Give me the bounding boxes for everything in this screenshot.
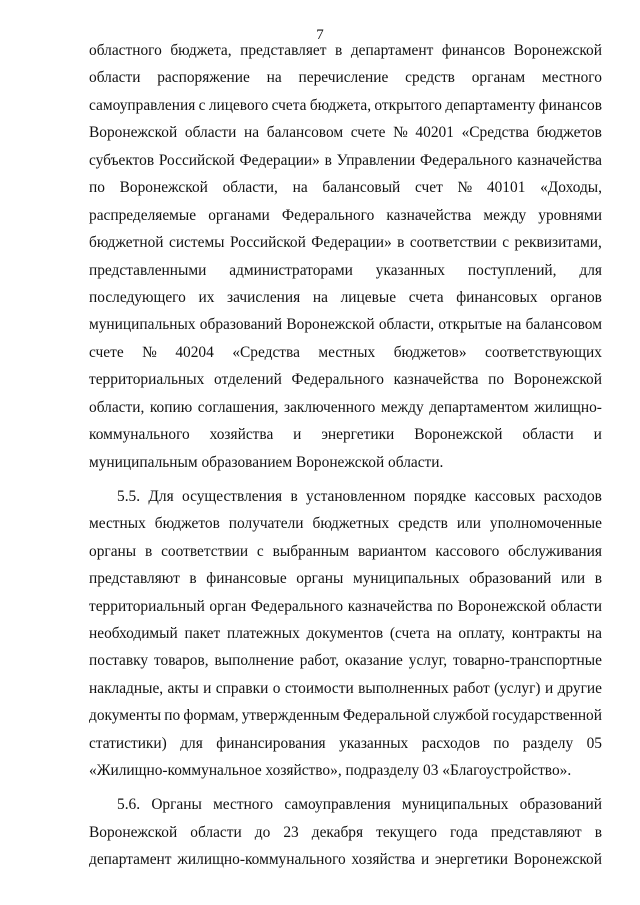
word: 40101	[486, 179, 526, 196]
text-line	[89, 621, 602, 647]
word: для	[180, 735, 203, 752]
word: счете	[350, 124, 386, 141]
word: орган	[209, 598, 247, 615]
word: службой	[432, 707, 490, 724]
word: области,	[89, 399, 145, 416]
word: Воронежской	[457, 598, 546, 615]
word: образований	[199, 316, 283, 333]
word: Воронежской	[89, 824, 178, 841]
text-line	[89, 340, 602, 366]
word: Федерального	[420, 152, 513, 169]
word: Воронежской	[119, 179, 208, 196]
word: Воронежской	[513, 851, 602, 868]
word: Воронежской	[414, 426, 503, 443]
word: последующего	[89, 289, 186, 306]
word: и	[203, 680, 212, 697]
word: области	[89, 69, 141, 86]
word: о	[272, 680, 281, 697]
word: муниципальных	[352, 570, 460, 587]
word: в	[397, 234, 405, 251]
word: распределяемые	[89, 207, 197, 224]
word: департамент	[350, 42, 434, 59]
word: 5.5.	[117, 488, 141, 505]
word: департаменту	[445, 97, 536, 114]
word: или	[560, 570, 586, 587]
word: казначейства	[393, 371, 479, 388]
word: казначейства	[386, 207, 472, 224]
text-line	[89, 120, 602, 146]
word: хозяйства	[209, 426, 274, 443]
word: коммунального	[89, 426, 190, 443]
word: на	[436, 625, 452, 642]
page-number: 7	[316, 27, 324, 43]
word: «Средства	[232, 344, 300, 361]
text-line	[89, 38, 602, 64]
word: представляют	[490, 824, 582, 841]
word: выбранным	[272, 543, 350, 560]
text-line: муниципальным образованием Воронежской области.	[89, 454, 444, 471]
word: соответствии	[161, 543, 249, 560]
text-line	[89, 65, 602, 91]
word: органы	[296, 570, 344, 587]
word: оказание	[344, 652, 403, 669]
word: местных	[89, 515, 146, 532]
text-line	[89, 148, 602, 174]
text-line	[89, 258, 602, 284]
text-line	[89, 703, 602, 729]
word: бюджетов	[154, 515, 220, 532]
text-line	[89, 594, 602, 620]
word: на	[266, 69, 282, 86]
word: жилищно-коммунального	[177, 851, 346, 868]
word: заключенного	[284, 399, 376, 416]
word: департамент	[89, 851, 172, 868]
word: органы	[89, 543, 137, 560]
word: бюджетных	[312, 515, 390, 532]
word: балансовый	[322, 179, 401, 196]
word: «Средства	[461, 124, 530, 141]
word: контракты	[511, 625, 581, 642]
word: Воронежской	[513, 371, 602, 388]
word: получатели	[228, 515, 304, 532]
word: территориальный	[89, 598, 205, 615]
word: в	[290, 488, 298, 505]
word: отделений	[213, 371, 282, 388]
word: балансовом	[525, 316, 602, 333]
word: бюджета,	[170, 42, 232, 59]
word: работ	[453, 680, 490, 697]
word: казначейства	[517, 152, 602, 169]
text-line	[89, 731, 602, 757]
word: Воронежской	[89, 124, 178, 141]
word: товаров,	[154, 652, 209, 669]
word: соглашения,	[197, 399, 279, 416]
word: в	[335, 42, 343, 59]
word: средств	[398, 515, 448, 532]
word: услуг,	[408, 652, 448, 669]
word: на	[312, 289, 328, 306]
word: образований	[519, 796, 602, 813]
text-line	[89, 676, 602, 702]
word: и	[293, 426, 302, 443]
word: местного	[541, 69, 602, 86]
word: другие	[557, 680, 602, 697]
word: формам,	[183, 707, 239, 724]
word: по	[488, 371, 505, 388]
word: выполнение	[214, 652, 294, 669]
word: департаментом	[429, 399, 529, 416]
word: лицевого	[208, 97, 269, 114]
word: (услуг)	[494, 680, 541, 697]
word: стоимости	[284, 680, 354, 697]
word: платежных	[226, 625, 300, 642]
word: №	[393, 124, 408, 141]
word: финансовые	[206, 570, 287, 587]
word: обслуживания	[508, 543, 602, 560]
word: местных	[318, 344, 376, 361]
text-line	[89, 566, 602, 592]
word: акты	[167, 680, 199, 697]
text-line	[89, 175, 602, 201]
word: порядке	[413, 488, 467, 505]
text-line	[89, 539, 602, 565]
word: системы	[168, 234, 225, 251]
word: по	[164, 707, 181, 724]
word: органами	[208, 207, 270, 224]
text-line	[89, 203, 602, 229]
word: текущего	[376, 824, 437, 841]
word: 5.6.	[117, 796, 141, 813]
word: лицевые	[340, 289, 397, 306]
word: №	[457, 179, 473, 196]
word: казначейства	[347, 598, 433, 615]
word: до	[254, 824, 271, 841]
word: по	[493, 735, 510, 752]
word: жилищно-	[534, 399, 602, 416]
word: финансирования	[216, 735, 326, 752]
word: муниципальных	[401, 796, 509, 813]
word: Федеральной	[342, 707, 430, 724]
word: Российской	[158, 152, 235, 169]
word: балансовом	[266, 124, 344, 141]
word: и	[420, 851, 430, 868]
word: области,	[222, 179, 278, 196]
word: на	[244, 124, 260, 141]
word: для	[579, 262, 602, 279]
word: счет	[414, 179, 443, 196]
word: средств	[405, 69, 455, 86]
text-line	[117, 484, 602, 510]
word: 40204	[175, 344, 214, 361]
text-line	[89, 93, 602, 119]
word: в	[594, 570, 602, 587]
word: бюджетов»	[393, 344, 467, 361]
word: в	[594, 824, 602, 841]
word: Федерации»	[239, 152, 320, 169]
text-line	[89, 285, 602, 311]
word: образований	[469, 570, 552, 587]
text-line	[117, 792, 602, 818]
text-line	[89, 648, 602, 674]
word: хозяйства	[351, 851, 416, 868]
word: Федерального	[291, 371, 384, 388]
word: вариантом	[357, 543, 427, 560]
word: расходов	[421, 735, 480, 752]
word: необходимый	[89, 625, 178, 642]
word: с	[502, 234, 510, 251]
word: в	[189, 570, 197, 587]
word: перечисление	[298, 69, 389, 86]
word: утвержденным	[241, 707, 340, 724]
word: между	[483, 207, 527, 224]
word: финансов	[538, 97, 602, 114]
word: территориальных	[89, 371, 205, 388]
word: финансов	[441, 42, 506, 59]
word: осуществления	[181, 488, 283, 505]
word: пакет	[184, 625, 221, 642]
word: зачисления	[227, 289, 301, 306]
word: счета	[408, 289, 444, 306]
word: указанных	[375, 262, 445, 279]
word: счета	[271, 97, 307, 114]
text-line: «Жилищно-коммунальное хозяйство», подразделу 03 «Благоустройство».	[89, 762, 572, 779]
text-line	[89, 847, 602, 873]
word: и	[593, 426, 602, 443]
word: соответствии	[409, 234, 497, 251]
word: 05	[586, 735, 602, 752]
word: государственной	[492, 707, 602, 724]
word: областного	[89, 42, 162, 59]
text-line	[89, 820, 602, 846]
word: оплату,	[458, 625, 505, 642]
word: Федерации»	[311, 234, 392, 251]
word: с	[256, 543, 264, 560]
word: Для	[148, 488, 174, 505]
word: установленном	[306, 488, 406, 505]
word: и	[544, 680, 554, 697]
word: представленными	[89, 262, 207, 279]
text-line	[89, 230, 602, 256]
text-line	[89, 395, 602, 421]
text-line	[89, 312, 602, 338]
word: расходов	[543, 488, 602, 505]
word: поставку	[89, 652, 149, 669]
word: самоуправления	[89, 97, 196, 114]
word: Воронежской	[286, 316, 375, 333]
text-line	[89, 422, 602, 448]
word: статистики)	[89, 735, 167, 752]
word: кассового	[435, 543, 500, 560]
word: года	[449, 824, 478, 841]
word: или	[456, 515, 481, 532]
word: Российской	[229, 234, 306, 251]
word: открытого	[374, 97, 442, 114]
word: местного	[213, 796, 274, 813]
word: области	[190, 824, 242, 841]
word: «Доходы,	[540, 179, 602, 196]
word: самоуправления	[284, 796, 391, 813]
word: документы	[89, 707, 162, 724]
word: Федерального	[250, 598, 344, 615]
word: разделу	[522, 735, 574, 752]
word: области,	[378, 316, 435, 333]
word: указанных	[339, 735, 409, 752]
word: области	[550, 598, 602, 615]
word: представляет	[240, 42, 327, 59]
word: выполненных	[358, 680, 449, 697]
word: декабря	[311, 824, 364, 841]
word: субъектов	[89, 152, 155, 169]
word: их	[198, 289, 215, 306]
word: бюджета,	[309, 97, 372, 114]
word: бюджетной	[89, 234, 164, 251]
word: (счета	[389, 625, 430, 642]
word: кассовых	[474, 488, 536, 505]
word: Управлении	[336, 152, 416, 169]
word: между	[380, 399, 424, 416]
word: энергетики	[434, 851, 508, 868]
word: области	[184, 124, 237, 141]
word: представляют	[89, 570, 180, 587]
word: счете	[89, 344, 124, 361]
word: распоряжение	[157, 69, 250, 86]
word: на	[586, 625, 602, 642]
word: энергетики	[321, 426, 395, 443]
word: копию	[149, 399, 193, 416]
word: в	[144, 543, 153, 560]
word: накладные,	[89, 680, 164, 697]
word: администраторами	[229, 262, 353, 279]
word: товарно-транспортные	[452, 652, 602, 669]
word: бюджетов	[536, 124, 602, 141]
word: документов	[306, 625, 384, 642]
word: Воронежской	[513, 42, 602, 59]
word: справки	[215, 680, 269, 697]
word: работ,	[299, 652, 340, 669]
word: №	[142, 344, 157, 361]
word: 40201	[415, 124, 454, 141]
word: органов	[550, 289, 602, 306]
word: реквизитами,	[514, 234, 602, 251]
word: по	[89, 179, 105, 196]
word: на	[506, 316, 522, 333]
word: органам	[471, 69, 526, 86]
word: поступлений,	[467, 262, 557, 279]
word: на	[292, 179, 308, 196]
word: в	[324, 152, 332, 169]
word: Органы	[151, 796, 202, 813]
word: 23	[283, 824, 299, 841]
word: Федерального	[281, 207, 375, 224]
text-line	[89, 511, 602, 537]
word: уполномоченные	[489, 515, 602, 532]
word: уровнями	[538, 207, 602, 224]
word: по	[437, 598, 454, 615]
word: с	[198, 97, 206, 114]
word: области	[522, 426, 574, 443]
word: финансовых	[456, 289, 538, 306]
text-line	[89, 367, 602, 393]
word: муниципальных	[89, 316, 196, 333]
word: соответствующих	[485, 344, 602, 361]
word: открытые	[438, 316, 503, 333]
